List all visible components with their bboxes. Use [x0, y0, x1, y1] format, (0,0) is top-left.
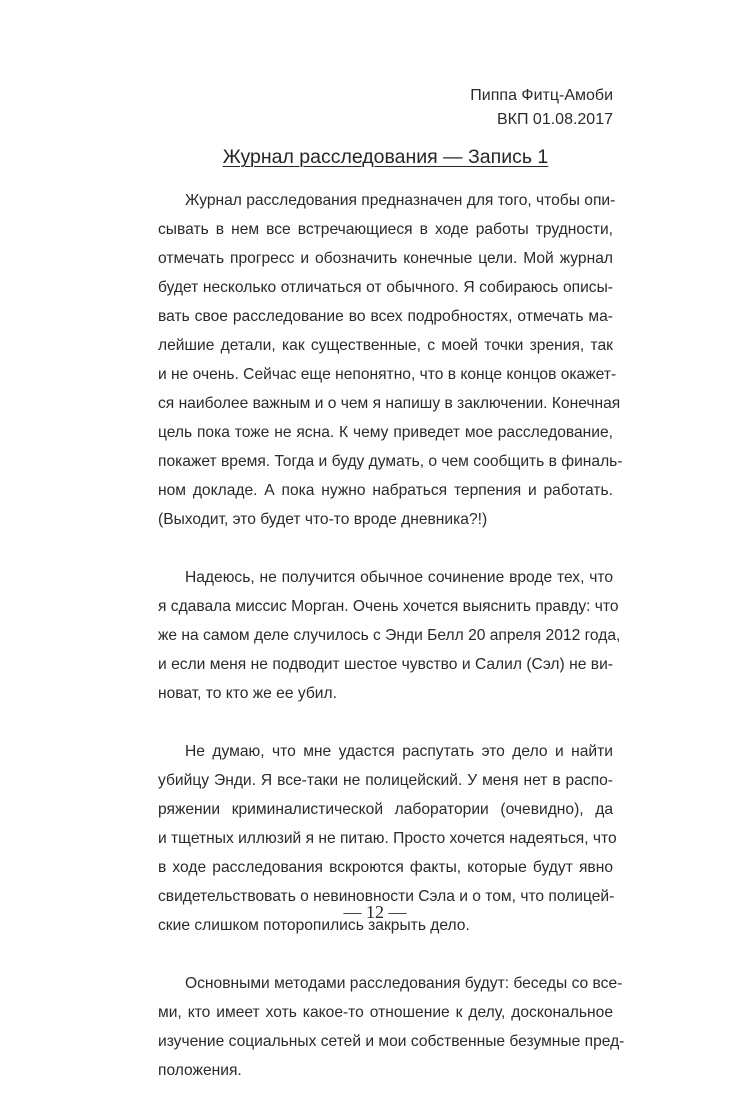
text-line: в ходе расследования вскроются факты, которые будут явно — [158, 859, 613, 876]
author-name: Пиппа Фитц-Амоби — [470, 87, 613, 104]
text-line: и тщетных иллюзий я не питаю. Просто хочется надеяться, что — [158, 830, 617, 847]
text-line: убийцу Энди. Я все-таки не полицейский. У меня нет в распо- — [158, 772, 613, 789]
text-line: (Выходит, это будет что-то вроде дневника?!) — [158, 511, 488, 528]
page-number: — 12 — — [343, 902, 407, 922]
text-line: положения. — [158, 1062, 242, 1079]
text-line: Не думаю, что мне удастся распутать это дело и найти — [185, 743, 613, 760]
text-line: ские слишком поторопились закрыть дело. — [158, 917, 470, 934]
text-line: изучение социальных сетей и мои собственные безумные пред- — [158, 1033, 625, 1050]
text-line: отмечать прогресс и обозначить конечные цели. Мой журнал — [158, 250, 613, 267]
text-line: ном докладе. А пока нужно набраться терпения и работать. — [158, 482, 613, 499]
paragraph-2 — [158, 563, 621, 708]
text-line: Основными методами расследования будут: беседы со все- — [185, 975, 623, 992]
text-line: и не очень. Сейчас еще непонятно, что в конце концов окажет- — [158, 366, 617, 383]
paragraph-1 — [158, 186, 623, 534]
text-line: Журнал расследования предназначен для того, чтобы опи- — [185, 192, 616, 209]
entry-code-date: ВКП 01.08.2017 — [496, 111, 613, 128]
text-line: свидетельствовать о невиновности Сэла и о том, что полицей- — [158, 888, 615, 905]
text-line: Надеюсь, не получится обычное сочинение вроде тех, что — [185, 569, 613, 586]
text-line: новат, то кто же ее убил. — [158, 685, 337, 702]
text-line: цель пока тоже не ясна. К чему приведет мое расследование, — [158, 424, 613, 441]
text-line: ми, кто имеет хоть какое-то отношение к делу, доскональное — [158, 1004, 613, 1021]
text-line: будет несколько отличаться от обычного. Я собираюсь описы- — [158, 279, 613, 296]
text-line: лейшие детали, как существенные, с моей точки зрения, так — [158, 337, 613, 354]
text-line: же на самом деле случилось с Энди Белл 20 апреля 2012 года, — [158, 627, 621, 644]
text-line: ряжении криминалистической лаборатории (очевидно), да — [158, 801, 613, 818]
text-line: вать свое расследование во всех подробностях, отмечать ма- — [158, 308, 613, 325]
entry-header — [158, 84, 613, 132]
entry-body — [158, 186, 625, 1085]
text-line: я сдавала миссис Морган. Очень хочется выяснить правду: что — [158, 598, 619, 615]
text-line: сывать в нем все встречающиеся в ходе работы трудности, — [158, 221, 613, 238]
book-page — [158, 84, 625, 1114]
text-line: покажет время. Тогда и буду думать, о чем сообщить в финаль- — [158, 453, 623, 470]
text-line: ся наиболее важным и о чем я напишу в заключении. Конечная — [158, 395, 621, 412]
entry-title: Журнал расследования — Запись 1 — [222, 146, 549, 168]
paragraph-4 — [158, 969, 625, 1085]
text-line: и если меня не подводит шестое чувство и Салил (Сэл) не ви- — [158, 656, 613, 673]
